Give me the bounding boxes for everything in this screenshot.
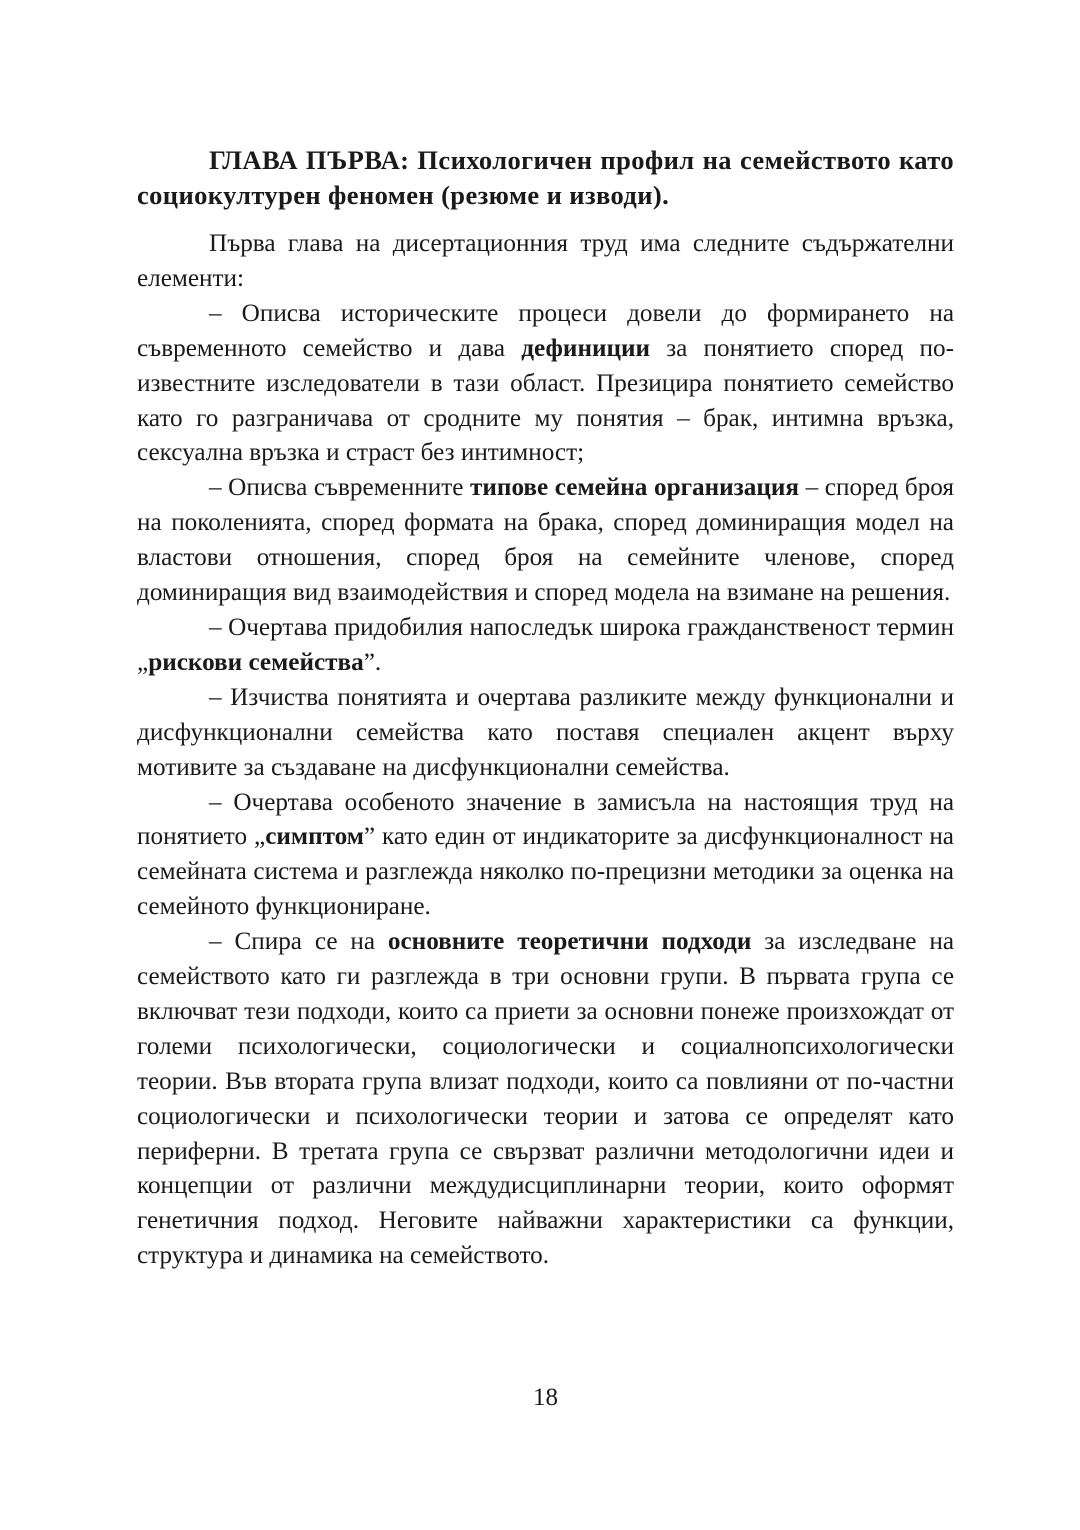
paragraph-text: – Спира се на bbox=[209, 928, 388, 956]
paragraph-text: – според броя на поколенията, според формата на брака, според доминиращия модел на властови отношения, според броя на семейните членове, според доминиращия вид взаимодействия и според модела на взимане на решения. bbox=[137, 474, 954, 607]
paragraph-text: ”. bbox=[363, 648, 382, 676]
paragraph-dysfunctional bbox=[137, 681, 954, 786]
paragraph-text: – Изчиства понятията и очертава разликите между функционални и дисфункционални семейства като поставя специален акцент върху мотивите за създаване на дисфункционални семейства. bbox=[137, 683, 954, 781]
chapter-heading: ГЛАВА ПЪРВА: Психологичен профил на семейството като социокултурен феномен (резюме и изводи). bbox=[137, 145, 954, 210]
bold-term: основните теоретични подходи bbox=[387, 928, 752, 956]
bold-term: дефиниции bbox=[521, 334, 651, 362]
paragraph-text: за понятието според по-известните изследователи в тази област. Презицира понятието семейство като го разграничава от сродните му понятия – брак, интимна връзка, сексуална връзка и страст без интимност; bbox=[137, 334, 954, 467]
chapter-body bbox=[137, 227, 954, 1274]
paragraph-intro bbox=[137, 227, 954, 297]
paragraph-text: Първа глава на дисертационния труд има следните съдържателни елементи: bbox=[137, 230, 954, 292]
paragraph-approaches bbox=[137, 925, 954, 1274]
paragraph-symptom bbox=[137, 786, 954, 926]
paragraph-text: за изследване на семейството като ги разглежда в три основни групи. В първата група се включват тези подходи, които са приети за основни понеже произхождат от големи психологически, социологически и социалнопсихологически теории. Във втората група влизат подходи, които са повлияни от по-частни социологически и психологически теории и затова се определят като периферни. В третата група се свързват различни методологични идеи и концепции от различни междудисциплинарни теории, които оформят генетичния подход. Неговите найважни характеристики са функции, структура и динамика на семейството. bbox=[137, 928, 954, 1270]
bold-term: рискови семейства bbox=[148, 648, 364, 676]
paragraph-text: – Описва съвременните bbox=[209, 474, 471, 502]
paragraph-text: – Очертава придобилия напоследък широка гражданственост термин „ bbox=[137, 613, 954, 676]
paragraph-text: ” като един от индикаторите за дисфункционалност на семейната система и разглежда няколко по-прецизни методики за оценка на семейното функциониране. bbox=[137, 823, 954, 921]
bold-term: симптом bbox=[265, 823, 364, 851]
page-number: 18 bbox=[533, 1384, 558, 1411]
paragraph-risk-families bbox=[137, 611, 954, 681]
paragraph-family-types bbox=[137, 471, 954, 611]
bold-term: типове семейна организация bbox=[470, 474, 800, 502]
paragraph-text: – Описва историческите процеси довели до формирането на съвременното семейство и дава bbox=[137, 299, 954, 362]
paragraph-definitions bbox=[137, 297, 954, 472]
paragraph-text: – Очертава особеното значение в замисъла на настоящия труд на понятието „ bbox=[137, 788, 954, 851]
